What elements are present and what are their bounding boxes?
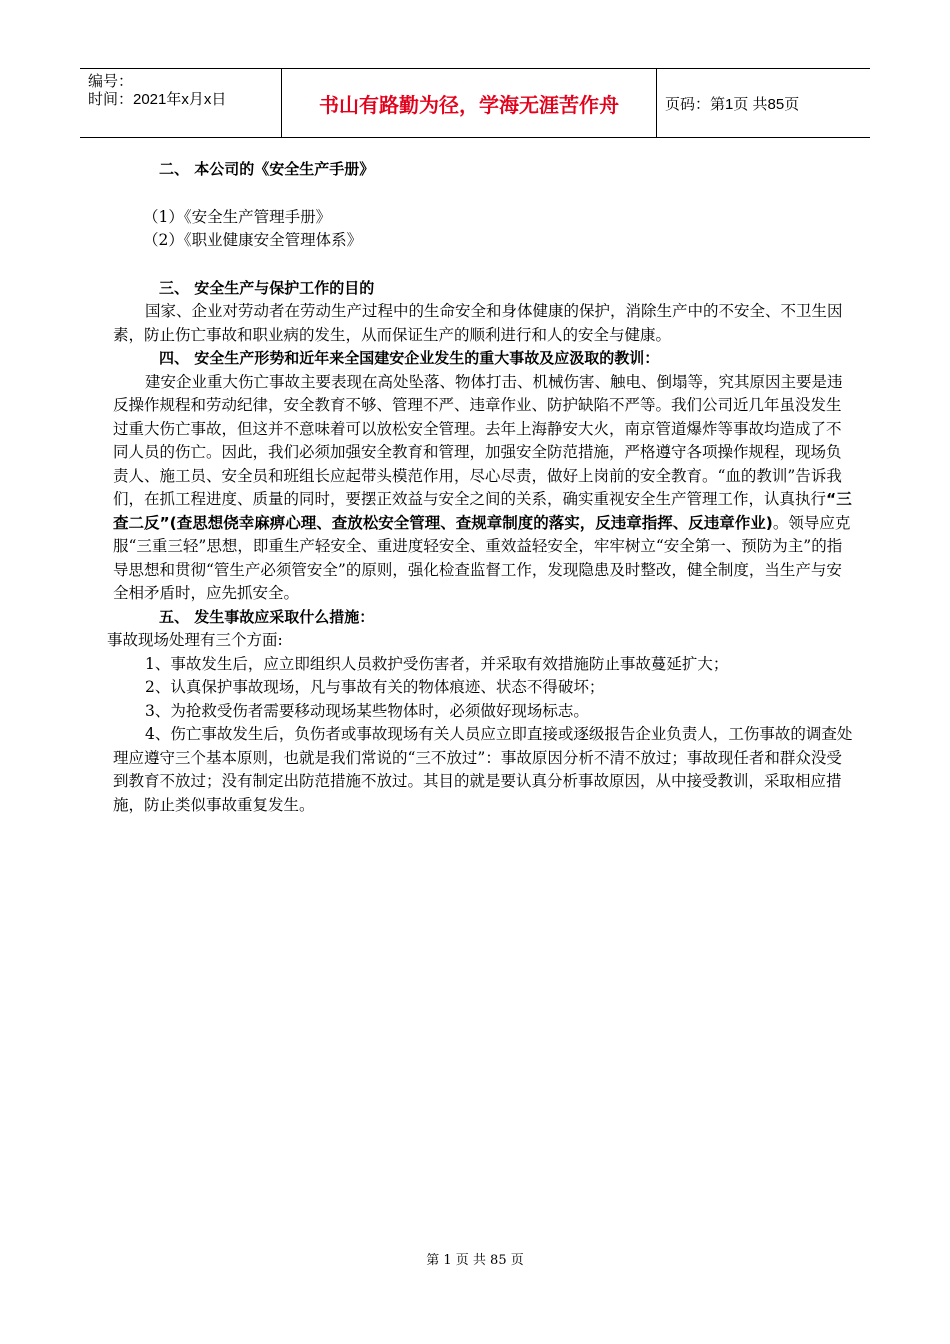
document-body [107, 158, 853, 817]
section-4-text-a: 建安企业重大伤亡事故主要表现在高处坠落、物体打击、机械伤害、触电、倒塌等，究其原因主要是违反操作规程和劳动纪律，安全教育不够、管理不严、违章作业、防护缺陷不严等。我们公司近几年虽没发生过重大伤亡事故，但这并不意味着可以放松安全管理。去年上海静安大火，南京管道爆炸等事故均造成了不同人员的伤亡。因此，我们必须加强安全教育和管理，加强安全防范措施，严格遵守各项操作规程，现场负责人、施工员、安全员和班组长应起带头模范作用，尽心尽责，做好上岗前的安全教育。“血的教训”告诉我们，在抓工程进度、质量的同时，要摆正效益与安全之间的关系，确实重视安全生产管理工作，认真执行 [113, 372, 843, 508]
section-3-body: 国家、企业对劳动者在劳动生产过程中的生命安全和身体健康的保护，消除生产中的不安全、不卫生因素，防止伤亡事故和职业病的发生，从而保证生产的顺利进行和人的安全与健康。 [113, 302, 843, 344]
section-5-item-1: 1、事故发生后，应立即组织人员救护受伤害者，并采取有效措施防止事故蔓延扩大； [145, 654, 729, 673]
header-table [80, 68, 870, 138]
section-5-title: 五、 发生事故应采取什么措施： [159, 607, 375, 626]
number-label: 编号： [88, 73, 134, 90]
page-info: 页码：第1页 共85页 [665, 95, 800, 113]
section-3-title: 三、 安全生产与保护工作的目的 [159, 278, 375, 297]
motto: 书山有路勤为径，学海无涯苦作舟 [282, 69, 657, 137]
section-2-item-1: （1）《安全生产管理手册》 [143, 207, 332, 226]
date-line: 时间：2021年x月x日 [88, 91, 227, 108]
section-5-intro: 事故现场处理有三个方面: [107, 631, 283, 649]
page-footer: 第 1 页 共 85 页 [426, 1253, 524, 1268]
section-4-title: 四、 安全生产形势和近年来全国建安企业发生的重大事故及应汲取的教训： [159, 349, 660, 367]
section-5-item-2: 2、认真保护事故现场，凡与事故有关的物体痕迹、状态不得破坏； [145, 678, 605, 696]
section-5-item-4: 4、伤亡事故发生后，负伤者或事故现场有关人员应立即直接或逐级报告企业负责人，工伤事故的调查处理应遵守三个基本原则，也就是我们常说的“三不放过”：事故原因分析不清不放过；事故现任者和群众没受到教育不放过；没有制定出防范措施不放过。其目的就是要认真分析事故原因，从中接受教训，采取相应措施，防止类似事故重复发生。 [113, 725, 853, 814]
section-5-item-3: 3、为抢救受伤者需要移动现场某些物体时，必须做好现场标志。 [145, 701, 589, 720]
section-2-item-2: （2）《职业健康安全管理体系》 [143, 231, 363, 249]
header-meta [80, 69, 282, 137]
section-4-text-b: 。领导应克服“三重三轻”思想，即重生产轻安全、重进度轻安全、重效益轻安全，牢牢树立“安全第一、预防为主”的指导思想和贯彻“管生产必须管安全”的原则，强化检查监督工作，发现隐患及时整改，健全制度，当生产与安全相矛盾时，应先抓安全。 [113, 513, 851, 602]
section-4-text-bold: “三查二反”(查思想侥幸麻痹心理、查放松安全管理、查规章制度的落实，反违章指挥、反违章作业) [113, 490, 852, 532]
section-2-title: 二、 本公司的《安全生产手册》 [159, 160, 375, 178]
section-4-body [113, 371, 853, 606]
